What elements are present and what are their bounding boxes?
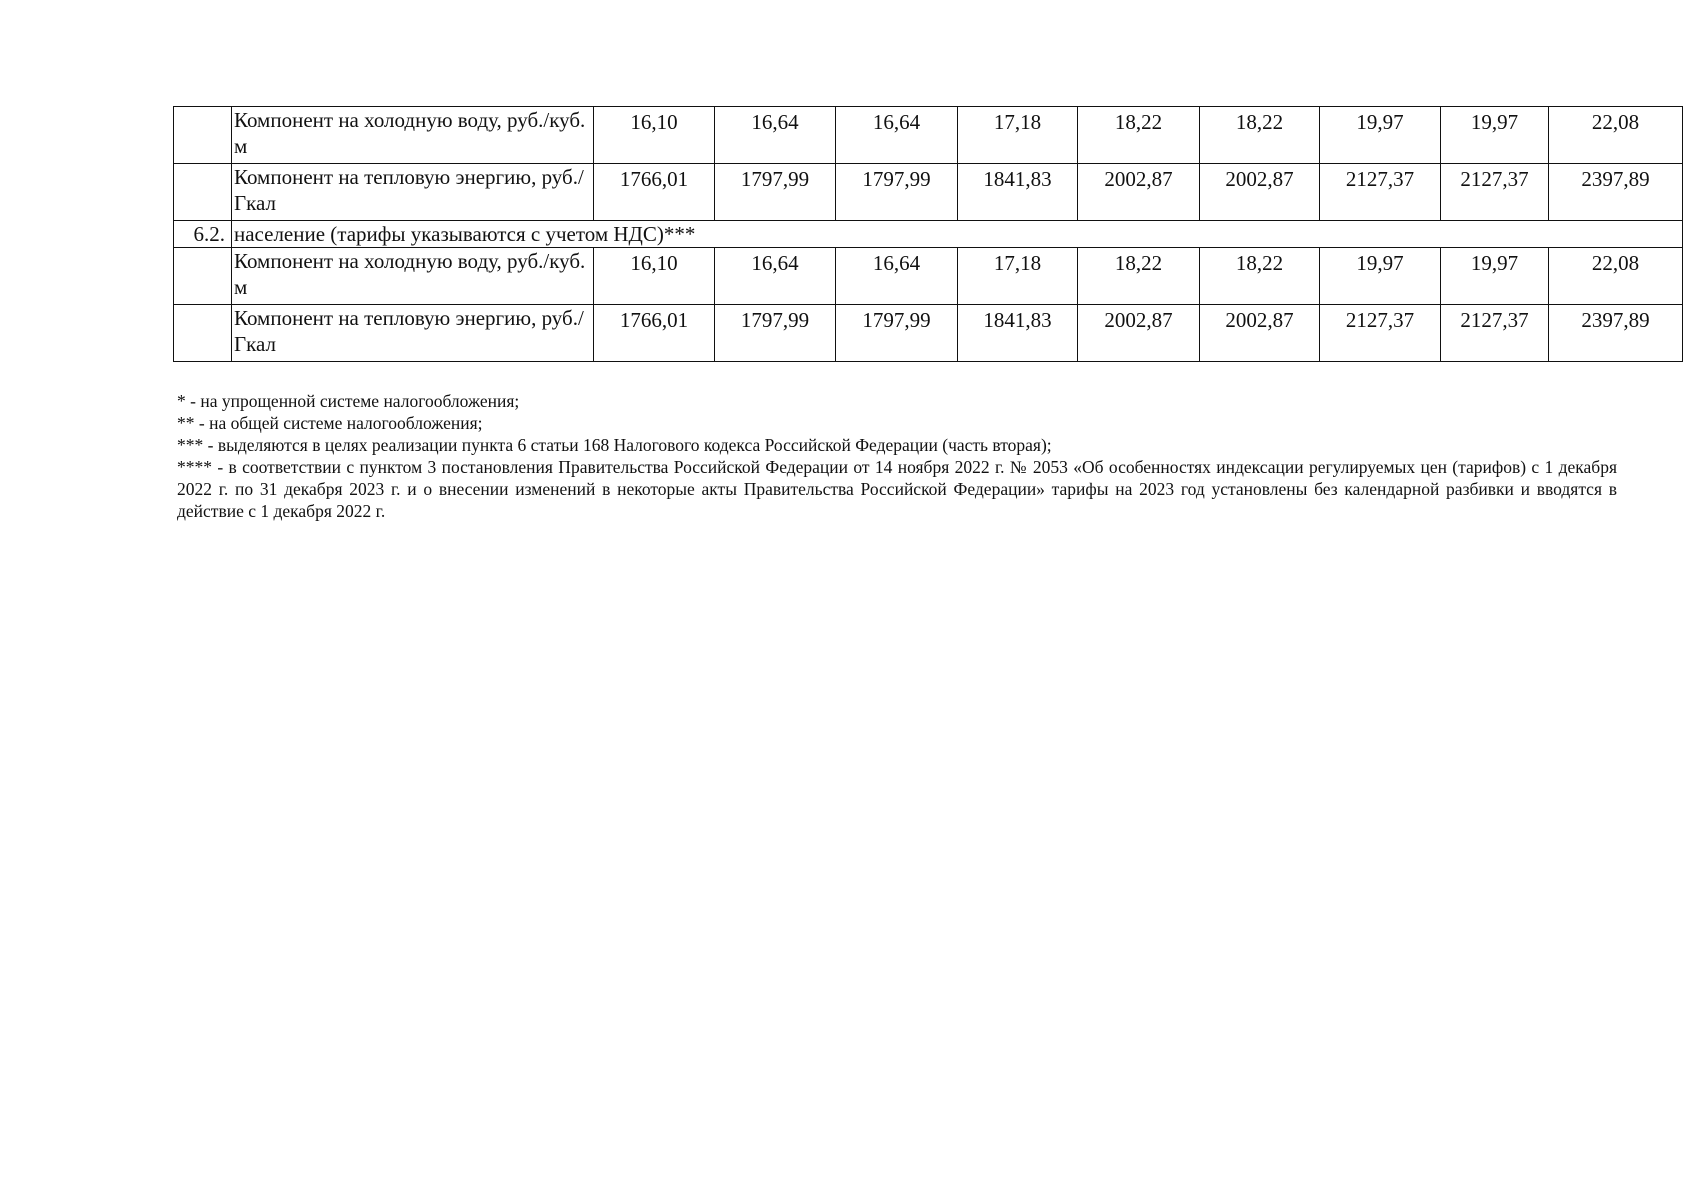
value-cell: 2127,37 <box>1320 305 1441 362</box>
value-cell: 16,64 <box>715 107 836 164</box>
value-cell: 16,64 <box>836 107 958 164</box>
table-row <box>174 305 1683 362</box>
row-label-cell: Компонент на холодную воду, руб./куб. м <box>232 248 594 305</box>
value-cell: 1841,83 <box>958 164 1078 221</box>
row-index-cell: 6.2. <box>174 221 232 248</box>
value-cell: 16,10 <box>594 248 715 305</box>
value-cell: 1797,99 <box>715 305 836 362</box>
section-row <box>174 221 1683 248</box>
value-cell: 2002,87 <box>1078 305 1200 362</box>
value-cell: 2002,87 <box>1078 164 1200 221</box>
tariff-table <box>173 106 1683 362</box>
row-index-cell <box>174 305 232 362</box>
row-label-cell: Компонент на холодную воду, руб./куб. м <box>232 107 594 164</box>
table-row <box>174 164 1683 221</box>
value-cell: 1797,99 <box>715 164 836 221</box>
section-title-cell: население (тарифы указываются с учетом НДС)*** <box>232 221 1683 248</box>
value-cell: 16,64 <box>836 248 958 305</box>
value-cell: 2127,37 <box>1441 305 1549 362</box>
value-cell: 19,97 <box>1441 107 1549 164</box>
footnote: * - на упрощенной системе налогообложения; <box>177 391 520 411</box>
value-cell: 2127,37 <box>1320 164 1441 221</box>
value-cell: 18,22 <box>1078 107 1200 164</box>
footnote: *** - выделяются в целях реализации пункта 6 статьи 168 Налогового кодекса Российской Федерации (часть вторая); <box>177 435 1052 455</box>
value-cell: 19,97 <box>1320 248 1441 305</box>
value-cell: 1841,83 <box>958 305 1078 362</box>
value-cell: 16,10 <box>594 107 715 164</box>
value-cell: 2002,87 <box>1200 164 1320 221</box>
value-cell: 17,18 <box>958 107 1078 164</box>
value-cell: 22,08 <box>1549 107 1683 164</box>
row-label-cell: Компонент на тепловую энергию, руб./Гкал <box>232 305 594 362</box>
table-row <box>174 107 1683 164</box>
value-cell: 17,18 <box>958 248 1078 305</box>
table-row <box>174 248 1683 305</box>
value-cell: 18,22 <box>1200 107 1320 164</box>
value-cell: 18,22 <box>1200 248 1320 305</box>
value-cell: 2002,87 <box>1200 305 1320 362</box>
value-cell: 1797,99 <box>836 305 958 362</box>
footnote: ** - на общей системе налогообложения; <box>177 413 483 433</box>
value-cell: 19,97 <box>1320 107 1441 164</box>
footnotes <box>177 390 1617 522</box>
row-index-cell <box>174 107 232 164</box>
row-index-cell <box>174 164 232 221</box>
value-cell: 2397,89 <box>1549 305 1683 362</box>
value-cell: 1766,01 <box>594 164 715 221</box>
row-label-cell: Компонент на тепловую энергию, руб./Гкал <box>232 164 594 221</box>
value-cell: 18,22 <box>1078 248 1200 305</box>
table-body <box>174 107 1683 362</box>
value-cell: 1797,99 <box>836 164 958 221</box>
value-cell: 2397,89 <box>1549 164 1683 221</box>
value-cell: 2127,37 <box>1441 164 1549 221</box>
value-cell: 1766,01 <box>594 305 715 362</box>
row-index-cell <box>174 248 232 305</box>
value-cell: 19,97 <box>1441 248 1549 305</box>
value-cell: 16,64 <box>715 248 836 305</box>
footnote: **** - в соответствии с пунктом 3 постановления Правительства Российской Федерации от 14 ноября 2022 г. № 2053 «Об особенностях индексации регулируемых цен (тарифов) с 1 декабря 2022 г. по 31 декабря 2023 г. и о внесении изменений в некоторые акты Правительства Российской Федерации» тарифы на 2023 год установлены без календарной разбивки и вводятся в действие с 1 декабря 2022 г. <box>177 457 1617 521</box>
value-cell: 22,08 <box>1549 248 1683 305</box>
